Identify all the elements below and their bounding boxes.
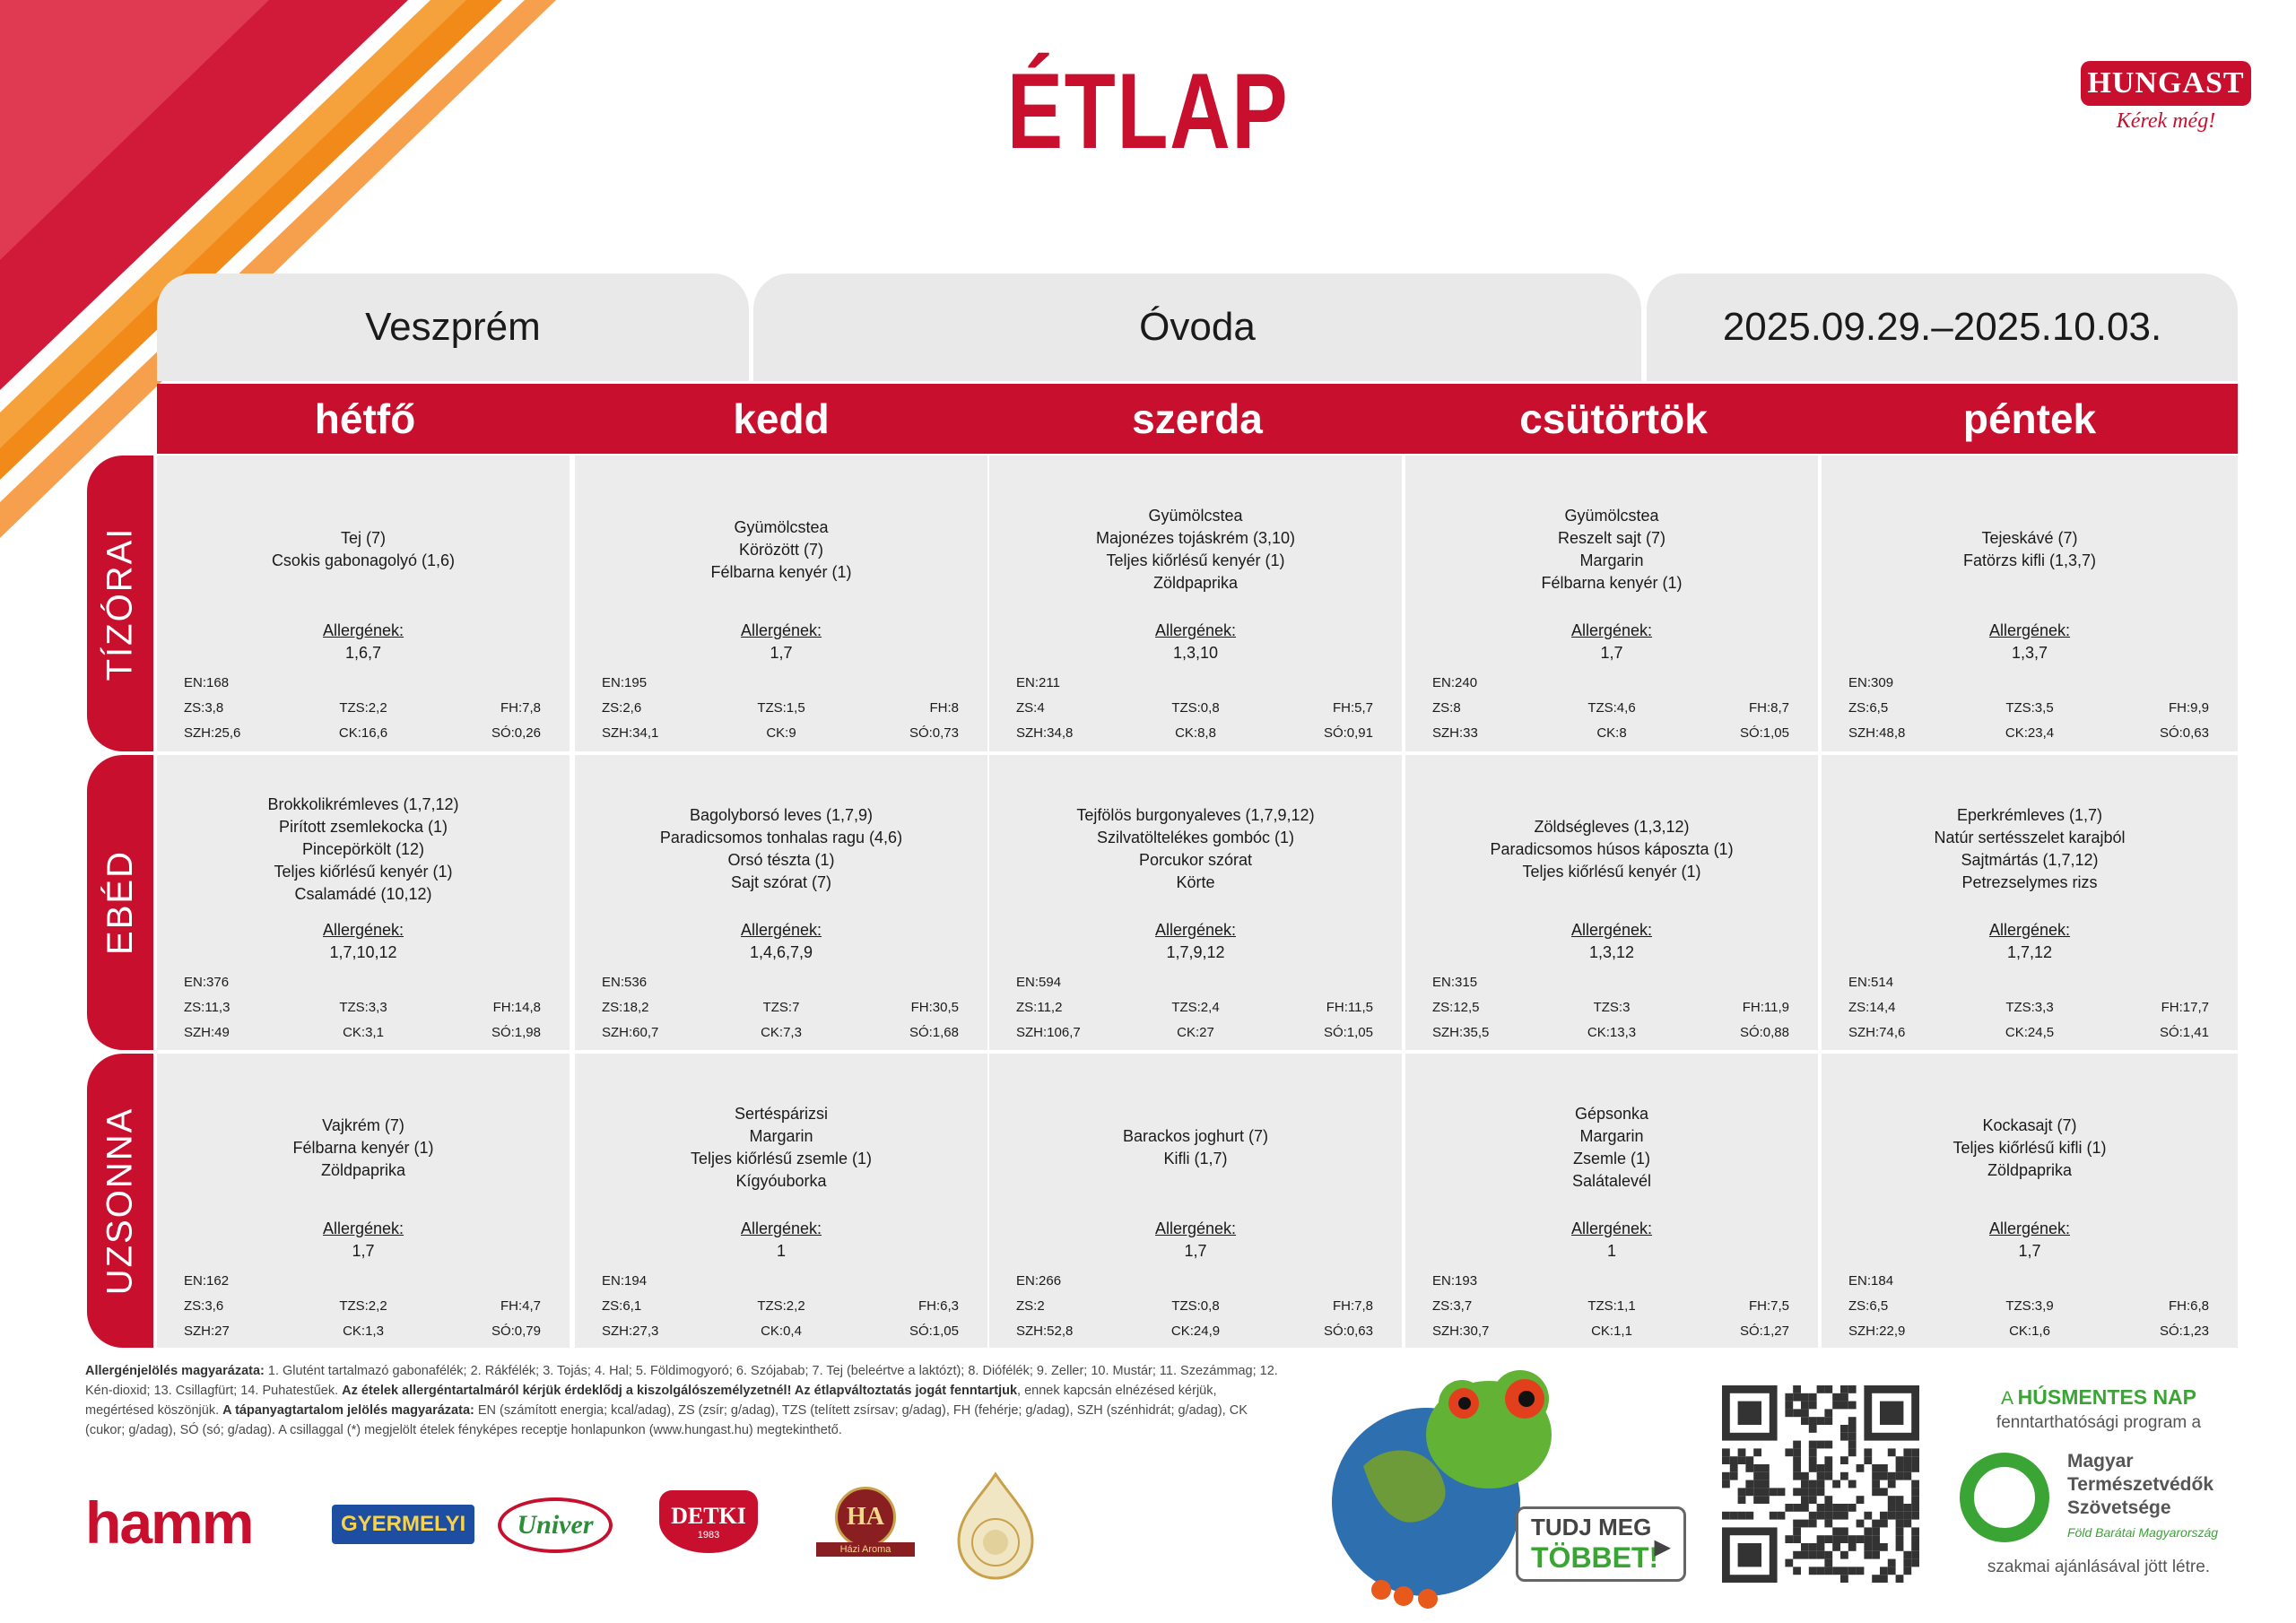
meal-label-2	[87, 1054, 153, 1348]
nutrition-szh: SZH:34,8	[1016, 725, 1074, 741]
nutrition-ck: CK:13,3	[1587, 1025, 1637, 1040]
menu-item: Csokis gabonagolyó (1,6)	[271, 551, 456, 569]
day-thursday: csütörtök	[1519, 395, 1708, 442]
day-wednesday: szerda	[1132, 395, 1263, 442]
nutrition-szh: SZH:49	[184, 1025, 230, 1040]
nutrition-tzs: TZS:2,2	[757, 1298, 805, 1314]
menu-item: Eperkrémleves (1,7)	[1956, 806, 2103, 824]
hamm-logo-text: hamm	[85, 1489, 253, 1556]
nutrition-szh: SZH:30,7	[1432, 1324, 1490, 1339]
nutrition-so: SÓ:0,79	[491, 1324, 541, 1339]
nutrition-szh: SZH:33	[1432, 725, 1478, 741]
nutrition-tzs: TZS:4,6	[1587, 700, 1636, 716]
menu-items	[989, 804, 1402, 894]
allergen-label: Allergének:	[322, 621, 404, 639]
nutrition-szh: SZH:48,8	[1848, 725, 1906, 741]
menu-items	[989, 505, 1402, 595]
nutrition-ck: CK:27	[1177, 1025, 1214, 1040]
nutrition-szh: SZH:35,5	[1432, 1025, 1490, 1040]
husmentes-prefix: A	[2000, 1388, 2018, 1409]
nutrition-fh: FH:6,3	[918, 1298, 959, 1314]
nutrition-zs: ZS:14,4	[1848, 1000, 1896, 1015]
menu-item: Petrezselymes rizs	[1961, 873, 2098, 891]
nutrition-szh: SZH:74,6	[1848, 1025, 1906, 1040]
allergen-values: 1,3,10	[1172, 644, 1219, 662]
nutrition-en: EN:594	[1016, 975, 1062, 990]
menu-item: Zöldpaprika	[320, 1160, 406, 1179]
nutrition-szh: SZH:27	[184, 1324, 230, 1339]
menu-items	[157, 794, 570, 906]
univer-logo	[498, 1497, 613, 1553]
menu-item: Zöldpaprika	[1152, 574, 1239, 592]
menu-items	[1405, 816, 1818, 883]
nutrition-ck: CK:1,6	[2009, 1324, 2050, 1339]
nutrition-ck: CK:9	[766, 725, 796, 741]
menu-item: Gyümölcstea	[1564, 507, 1659, 525]
menu-item: Félbarna kenyér (1)	[292, 1138, 434, 1157]
menu-item: Kifli (1,7)	[1163, 1150, 1228, 1167]
menu-item: Kígyóuborka	[735, 1172, 827, 1190]
menu-item: Zsemle (1)	[1572, 1150, 1650, 1167]
legend-apology: , ennek kapcsán elnézésed kérjük, megértésed köszönjük.	[85, 1384, 1217, 1418]
allergen-label: Allergének:	[740, 621, 822, 639]
menu-item: Vajkrém (7)	[322, 1115, 404, 1134]
menu-item: Paradicsomos húsos káposzta (1)	[1490, 839, 1734, 858]
nutrition-tzs: TZS:1,1	[1587, 1298, 1636, 1314]
nutrition-so: SÓ:1,05	[1739, 725, 1789, 741]
nutrition-szh: SZH:22,9	[1848, 1324, 1906, 1339]
allergen-values: 1,7	[2018, 1242, 2041, 1260]
menu-cell	[1405, 1054, 1818, 1348]
legend-nutrition-list: EN (számított energia; kcal/adag), ZS (zsír; g/adag), TZS (telített zsírsav; g/adag), FH (fehérje; g/adag), SZH (szénhidrát; g/adag), CK (cukor; g/adag), SÓ (só; g/adag). A csillaggal (*) megjelölt ételek fényképes receptje honlapunkon (www.hungast.hu) megtekinthető.	[85, 1403, 1248, 1437]
allergen-label: Allergének:	[322, 921, 404, 939]
menu-item: Sertéspárizsi	[734, 1105, 829, 1123]
nutrition-so: SÓ:0,63	[2159, 725, 2209, 741]
allergen-label: Allergének:	[1154, 1219, 1237, 1237]
menu-item: Sajtmártás (1,7,12)	[1961, 851, 2099, 869]
legend-nutrition-title: A tápanyagtartalom jelölés magyarázata:	[222, 1403, 474, 1418]
nutrition-so: SÓ:0,63	[1323, 1324, 1373, 1339]
nutrition-tzs: TZS:0,8	[1171, 700, 1220, 716]
menu-item: Margarin	[1579, 551, 1644, 569]
nutrition-en: EN:315	[1432, 975, 1478, 990]
menu-item: Porcukor szórat	[1138, 851, 1253, 869]
menu-item: Tejeskávé (7)	[1981, 529, 2078, 547]
meal-label-text: TÍZÓRAI	[100, 526, 140, 681]
allergen-values: 1,4,6,7,9	[749, 943, 813, 961]
hamm-logo	[85, 1488, 252, 1557]
header-dates-text: 2025.09.29.–2025.10.03.	[1722, 305, 2162, 349]
menu-items	[1822, 527, 2238, 572]
menu-item: Majonézes tojáskrém (3,10)	[1095, 529, 1296, 547]
nutrition-fh: FH:8	[929, 700, 959, 716]
nutrition-so: SÓ:0,91	[1323, 725, 1373, 741]
nutrition-fh: FH:17,7	[2161, 1000, 2209, 1015]
nutrition-en: EN:240	[1432, 675, 1478, 690]
nutrition-en: EN:376	[184, 975, 230, 990]
allergen-values: 1,7	[352, 1242, 375, 1260]
menu-cell	[1405, 755, 1818, 1050]
menu-item: Teljes kiőrlésű zsemle (1)	[690, 1150, 873, 1167]
menu-item: Natúr sertésszelet karajból	[1934, 829, 2126, 846]
mtvsz-name-3: Szövetsége	[2067, 1497, 2171, 1518]
nutrition-szh: SZH:106,7	[1016, 1025, 1081, 1040]
nutrition-ck: CK:0,4	[761, 1324, 802, 1339]
menu-item: Körte	[1176, 873, 1215, 891]
allergen-label: Allergének:	[1570, 1219, 1653, 1237]
allergen-values: 1,7	[770, 644, 793, 662]
menu-item: Tejfölös burgonyaleves (1,7,9,12)	[1076, 806, 1315, 824]
allergen-values: 1,7,12	[2006, 943, 2053, 961]
meal-label-text: UZSONNA	[100, 1107, 140, 1295]
nutrition-zs: ZS:2,6	[602, 700, 642, 716]
menu-item: Tej (7)	[340, 529, 386, 547]
allergen-values: 1,7,10,12	[329, 943, 397, 961]
nutrition-ck: CK:23,4	[2005, 725, 2055, 741]
menu-item: Pincepörkölt (12)	[301, 839, 425, 858]
menu-cell	[989, 755, 1402, 1050]
menu-item: Teljes kiőrlésű kenyér (1)	[1106, 551, 1285, 569]
nutrition-fh: FH:9,9	[2168, 700, 2209, 716]
nutrition-ck: CK:7,3	[761, 1025, 802, 1040]
nutrition-zs: ZS:12,5	[1432, 1000, 1480, 1015]
legend-notice: Az ételek allergéntartalmáról kérjük érdeklődj a kiszolgálószemélyzetnél! Az étlapváltoztatás jogát fenntartjuk	[342, 1384, 1018, 1398]
nutrition-fh: FH:7,5	[1748, 1298, 1789, 1314]
mtvsz-name-2: Természetvédők	[2067, 1474, 2214, 1495]
nutrition-szh: SZH:60,7	[602, 1025, 659, 1040]
menu-cell	[575, 1054, 987, 1348]
menu-item: Reszelt sajt (7)	[1557, 529, 1666, 547]
partner-logos	[85, 1471, 1072, 1578]
menu-item: Gyümölcstea	[734, 517, 829, 536]
nutrition-zs: ZS:4	[1016, 700, 1045, 716]
detki-logo-text: DETKI	[671, 1503, 746, 1529]
menu-item: Orsó tészta (1)	[727, 851, 835, 869]
nutrition-en: EN:514	[1848, 975, 1894, 990]
qr-code[interactable]	[1722, 1385, 1919, 1583]
univer-logo-text: Univer	[517, 1510, 594, 1540]
allergen-label: Allergének:	[1570, 921, 1653, 939]
menu-items	[157, 527, 570, 572]
nutrition-fh: FH:30,5	[910, 1000, 959, 1015]
brand-name: HUNGAST	[2081, 61, 2251, 106]
menu-cell	[1822, 755, 2238, 1050]
menu-item: Pirított zsemlekocka (1)	[278, 817, 448, 836]
nutrition-szh: SZH:27,3	[602, 1324, 659, 1339]
nutrition-tzs: TZS:3,5	[2005, 700, 2054, 716]
menu-cell	[157, 456, 570, 751]
nutrition-en: EN:309	[1848, 675, 1894, 690]
nutrition-en: EN:266	[1016, 1273, 1062, 1289]
nutrition-fh: FH:7,8	[1332, 1298, 1373, 1314]
meal-label-0	[87, 456, 153, 751]
header-dates	[1647, 273, 2238, 381]
menu-item: Barackos joghurt (7)	[1122, 1127, 1269, 1145]
nutrition-szh: SZH:25,6	[184, 725, 241, 741]
menu-items	[575, 804, 987, 894]
brand-slogan: Kérek még!	[2116, 109, 2216, 133]
nutrition-zs: ZS:6,1	[602, 1298, 642, 1314]
menu-items	[575, 1103, 987, 1193]
allergen-values: 1	[1606, 1242, 1616, 1260]
menu-item: Teljes kiőrlésű kenyér (1)	[1522, 862, 1701, 881]
menu-item: Zöldségleves (1,3,12)	[1534, 817, 1690, 836]
nutrition-so: SÓ:1,27	[1739, 1324, 1789, 1339]
allergen-label: Allergének:	[740, 921, 822, 939]
menu-item: Szilvatöltelékes gombóc (1)	[1096, 829, 1295, 846]
nutrition-zs: ZS:2	[1016, 1298, 1045, 1314]
allergen-label: Allergének:	[1988, 921, 2071, 939]
allergen-label: Allergének:	[1988, 1219, 2071, 1237]
menu-items	[989, 1125, 1402, 1170]
header-institution	[753, 273, 1641, 381]
nutrition-fh: FH:5,7	[1332, 700, 1373, 716]
menu-items	[157, 1115, 570, 1182]
nutrition-en: EN:162	[184, 1273, 230, 1289]
nutrition-ck: CK:1,3	[343, 1324, 384, 1339]
header-city	[157, 273, 749, 381]
nutrition-fh: FH:6,8	[2168, 1298, 2209, 1314]
nutrition-fh: FH:4,7	[500, 1298, 541, 1314]
nutrition-en: EN:194	[602, 1273, 648, 1289]
menu-cell	[1405, 456, 1818, 751]
nutrition-en: EN:195	[602, 675, 648, 690]
days-bar	[157, 384, 2238, 454]
allergen-values: 1,3,7	[2011, 644, 2048, 662]
menu-cell	[989, 456, 1402, 751]
nutrition-so: SÓ:1,41	[2159, 1025, 2209, 1040]
nutrition-ck: CK:16,6	[338, 725, 388, 741]
nutrition-so: SÓ:0,88	[1739, 1025, 1789, 1040]
hazi-aroma-logo	[816, 1487, 915, 1558]
nutrition-ck: CK:1,1	[1591, 1324, 1632, 1339]
menu-cell	[1822, 456, 2238, 751]
menu-item: Teljes kiőrlésű kenyér (1)	[274, 862, 453, 881]
nutrition-zs: ZS:11,2	[1016, 1000, 1063, 1015]
nutrition-en: EN:193	[1432, 1273, 1478, 1289]
nutrition-zs: ZS:8	[1432, 700, 1461, 716]
detki-logo	[659, 1490, 758, 1553]
menu-item: Csalamádé (10,12)	[294, 884, 432, 903]
legend-allergen-list: 1. Glutént tartalmazó gabonafélék; 2. Rákfélék; 3. Tojás; 4. Hal; 5. Földimogyoró; 6. Szójabab; 7. Tej (beleértve a laktózt); 8. Diófélék; 9. Zeller; 10. Mustár; 11. Szezámmag; 12. Kén-dioxid; 13. Csillagfürt; 14. Puhatestűek.	[85, 1364, 1278, 1398]
detki-logo-year: 1983	[697, 1530, 720, 1541]
menu-items	[575, 516, 987, 584]
nutrition-en: EN:184	[1848, 1273, 1894, 1289]
header-city-text: Veszprém	[365, 305, 541, 349]
nutrition-so: SÓ:1,23	[2159, 1324, 2209, 1339]
nutrition-fh: FH:8,7	[1748, 700, 1789, 716]
menu-item: Fatörzs kifli (1,3,7)	[1962, 551, 2097, 569]
nutrition-tzs: TZS:3,9	[2005, 1298, 2054, 1314]
allergen-label: Allergének:	[1154, 621, 1237, 639]
nutrition-zs: ZS:3,7	[1432, 1298, 1473, 1314]
nutrition-tzs: TZS:3	[1593, 1000, 1631, 1015]
mtvsz-subname: Föld Barátai Magyarország	[2067, 1525, 2219, 1540]
menu-item: Zöldpaprika	[1987, 1160, 2073, 1179]
nutrition-zs: ZS:11,3	[184, 1000, 230, 1015]
nutrition-zs: ZS:3,8	[184, 700, 224, 716]
allergen-values: 1,3,12	[1588, 943, 1635, 961]
nutrition-so: SÓ:0,73	[909, 725, 959, 741]
mtvsz-name	[2067, 1450, 2218, 1544]
allergen-label: Allergének:	[1154, 921, 1237, 939]
menu-cell	[989, 1054, 1402, 1348]
mtvsz-ring-logo	[1951, 1448, 2063, 1547]
menu-items	[1405, 1103, 1818, 1193]
learn-more-button[interactable]	[1516, 1506, 1686, 1582]
nutrition-fh: FH:14,8	[492, 1000, 541, 1015]
nutrition-ck: CK:24,5	[2005, 1025, 2055, 1040]
allergen-values: 1	[776, 1242, 786, 1260]
menu-item: Félbarna kenyér (1)	[710, 562, 852, 581]
menu-item: Gyümölcstea	[1148, 507, 1243, 525]
nutrition-zs: ZS:18,2	[602, 1000, 649, 1015]
menu-item: Margarin	[1579, 1127, 1644, 1145]
menu-cell	[575, 456, 987, 751]
menu-items	[1822, 804, 2238, 894]
legend-allergen-title: Allergénjelölés magyarázata:	[85, 1364, 265, 1378]
nutrition-ck: CK:3,1	[343, 1025, 384, 1040]
menu-cell	[1822, 1054, 2238, 1348]
header-institution-text: Óvoda	[1139, 305, 1256, 349]
nutrition-so: SÓ:1,98	[491, 1025, 541, 1040]
learn-more-line1: TUDJ MEG	[1531, 1514, 1652, 1541]
menu-item: Bagolyborsó leves (1,7,9)	[689, 806, 874, 824]
menu-item: Margarin	[749, 1127, 813, 1145]
menu-cell	[575, 755, 987, 1050]
nutrition-en: EN:168	[184, 675, 230, 690]
nutrition-zs: ZS:6,5	[1848, 700, 1889, 716]
legend-text	[85, 1361, 1278, 1440]
day-tuesday: kedd	[733, 395, 830, 442]
play-arrow-icon: ▶	[1654, 1535, 1671, 1559]
husmentes-title	[1946, 1385, 2251, 1410]
nutrition-tzs: TZS:3,3	[2005, 1000, 2054, 1015]
quality-seal-logo	[955, 1471, 1036, 1583]
hazi-aroma-logo-sub: Házi Aroma	[816, 1542, 915, 1557]
menu-item: Paradicsomos tonhalas ragu (4,6)	[659, 829, 903, 846]
allergen-label: Allergének:	[740, 1219, 822, 1237]
nutrition-ck: CK:8,8	[1175, 725, 1216, 741]
nutrition-fh: FH:7,8	[500, 700, 541, 716]
page-title: ÉTLAP	[1006, 51, 1290, 171]
menu-cell	[157, 1054, 570, 1348]
menu-items	[1405, 505, 1818, 595]
mtvsz-name-1: Magyar	[2067, 1451, 2134, 1471]
allergen-values: 1,6,7	[344, 644, 382, 662]
allergen-values: 1,7,9,12	[1166, 943, 1225, 961]
nutrition-tzs: TZS:1,5	[757, 700, 805, 716]
husmentes-nap-block	[1946, 1385, 2251, 1576]
nutrition-fh: FH:11,5	[1326, 1000, 1373, 1015]
nutrition-tzs: TZS:7	[762, 1000, 800, 1015]
nutrition-tzs: TZS:2,2	[339, 1298, 387, 1314]
nutrition-tzs: TZS:3,3	[339, 1000, 387, 1015]
menu-item: Brokkolikrémleves (1,7,12)	[267, 794, 459, 813]
nutrition-zs: ZS:3,6	[184, 1298, 224, 1314]
day-friday: péntek	[1962, 395, 2097, 442]
allergen-values: 1,7	[1184, 1242, 1207, 1260]
learn-more-line2: TÖBBET!	[1531, 1541, 1659, 1574]
meal-label-1	[87, 755, 153, 1050]
allergen-values: 1,7	[1600, 644, 1623, 662]
nutrition-szh: SZH:34,1	[602, 725, 659, 741]
nutrition-so: SÓ:0,26	[491, 725, 541, 741]
menu-item: Gépsonka	[1574, 1105, 1649, 1123]
husmentes-name: HÚSMENTES NAP	[2017, 1385, 2197, 1409]
nutrition-en: EN:536	[602, 975, 648, 990]
nutrition-fh: FH:11,9	[1742, 1000, 1789, 1015]
menu-item: Kockasajt (7)	[1982, 1115, 2077, 1134]
menu-item: Teljes kiőrlésű kifli (1)	[1952, 1138, 2107, 1157]
allergen-label: Allergének:	[322, 1219, 404, 1237]
menu-item: Salátalevél	[1571, 1172, 1652, 1190]
nutrition-szh: SZH:52,8	[1016, 1324, 1074, 1339]
hungast-logo	[2081, 61, 2251, 134]
nutrition-zs: ZS:6,5	[1848, 1298, 1889, 1314]
menu-item: Sajt szórat (7)	[730, 873, 832, 891]
day-monday: hétfő	[314, 395, 416, 442]
nutrition-tzs: TZS:2,4	[1171, 1000, 1220, 1015]
meal-label-text: EBÉD	[100, 850, 140, 955]
husmentes-subtitle: fenntarthatósági program a	[1996, 1413, 2202, 1432]
nutrition-so: SÓ:1,05	[1323, 1025, 1373, 1040]
gyermelyi-logo: GYERMELYI	[332, 1505, 474, 1544]
nutrition-ck: CK:8	[1596, 725, 1627, 741]
husmentes-footer: szakmai ajánlásával jött létre.	[1987, 1558, 2211, 1576]
nutrition-tzs: TZS:0,8	[1171, 1298, 1220, 1314]
menu-item: Körözött (7)	[738, 540, 824, 559]
hazi-aroma-logo-text: HA	[847, 1503, 884, 1531]
nutrition-so: SÓ:1,68	[909, 1025, 959, 1040]
allergen-label: Allergének:	[1988, 621, 2071, 639]
menu-item: Félbarna kenyér (1)	[1541, 574, 1683, 592]
menu-items	[1822, 1115, 2238, 1182]
nutrition-so: SÓ:1,05	[909, 1324, 959, 1339]
nutrition-ck: CK:24,9	[1170, 1324, 1221, 1339]
nutrition-en: EN:211	[1016, 675, 1060, 690]
allergen-label: Allergének:	[1570, 621, 1653, 639]
nutrition-tzs: TZS:2,2	[339, 700, 387, 716]
menu-cell	[157, 755, 570, 1050]
